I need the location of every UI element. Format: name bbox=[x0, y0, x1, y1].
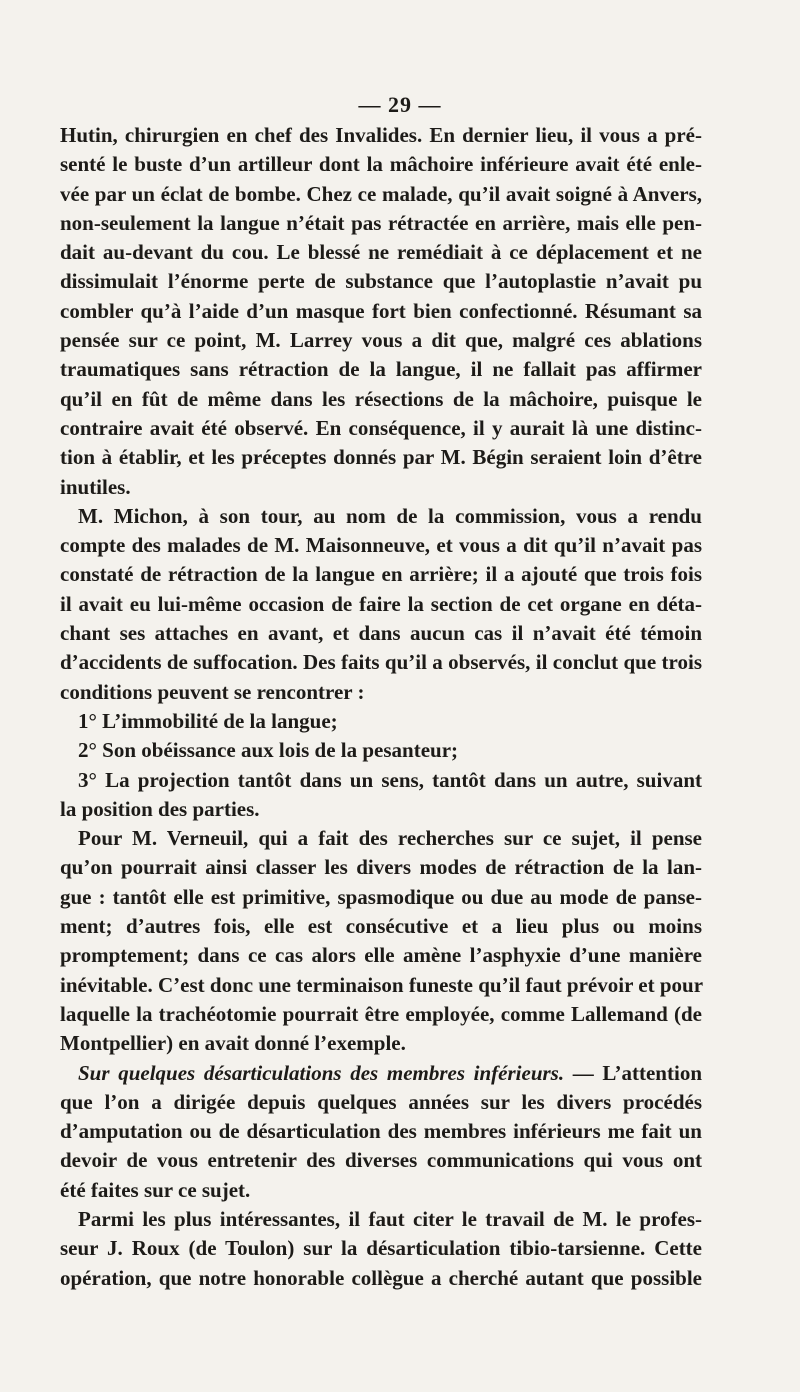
text-line: inévitable. C’est donc une terminaison funeste qu’il faut prévoir et pour bbox=[60, 972, 704, 997]
text-line: qu’on pourrait ainsi classer les divers modes de rétraction de la lan- bbox=[60, 855, 702, 880]
text-line: senté le buste d’un artilleur dont la mâchoire inférieure avait été enle- bbox=[60, 152, 702, 177]
text-line: vée par un éclat de bombe. Chez ce malade, qu’il avait soigné à Anvers, bbox=[60, 181, 702, 206]
text-line: contraire avait été observé. En conséquence, il y aurait là une distinc- bbox=[60, 415, 702, 440]
text-line: il avait eu lui-même occasion de faire la section de cet organe en déta- bbox=[60, 591, 702, 616]
text-line: 1° L’immobilité de la langue; bbox=[78, 708, 338, 733]
text-line: 3° La projection tantôt dans un sens, tantôt dans un autre, suivant bbox=[78, 767, 702, 792]
text-line bbox=[60, 1059, 702, 1088]
text-line: Pour M. Verneuil, qui a fait des recherches sur ce sujet, il pense bbox=[78, 826, 702, 851]
text-line: ment; d’autres fois, elle est consécutive et a lieu plus ou moins bbox=[60, 914, 702, 939]
text-line: Montpellier) en avait donné l’exemple. bbox=[60, 1031, 406, 1056]
text-line: laquelle la trachéotomie pourrait être employée, comme Lallemand (de bbox=[60, 1001, 702, 1026]
text-line: compte des malades de M. Maisonneuve, et vous a dit qu’il n’avait pas bbox=[60, 533, 702, 558]
text-line: Hutin, chirurgien en chef des Invalides. En dernier lieu, il vous a pré- bbox=[60, 123, 702, 147]
text-line: Parmi les plus intéressantes, il faut citer le travail de M. le profes- bbox=[78, 1206, 702, 1231]
text-line: opération, que notre honorable collègue a cherché autant que possible bbox=[60, 1265, 702, 1290]
text-line: gue : tantôt elle est primitive, spasmodique ou due au mode de panse- bbox=[60, 884, 702, 909]
text-line: chant ses attaches en avant, et dans aucun cas il n’avait été témoin bbox=[60, 621, 702, 646]
text-line: d’amputation ou de désarticulation des membres inférieurs me fait un bbox=[60, 1119, 702, 1144]
text-line: été faites sur ce sujet. bbox=[60, 1177, 251, 1202]
text-line: d’accidents de suffocation. Des faits qu’il a observés, il conclut que trois bbox=[60, 650, 702, 675]
text-line: non-seulement la langue n’était pas rétractée en arrière, mais elle pen- bbox=[60, 210, 702, 235]
text-line: M. Michon, à son tour, au nom de la commission, vous a rendu bbox=[78, 503, 702, 528]
text-line: pensée sur ce point, M. Larrey vous a dit que, malgré ces ablations bbox=[60, 328, 702, 353]
text-line: dait au-devant du cou. Le blessé ne remédiait à ce déplacement et ne bbox=[60, 240, 702, 265]
text-line: constaté de rétraction de la langue en arrière; il a ajouté que trois fois bbox=[60, 562, 702, 587]
section-heading: Sur quelques désarticulations des membres inférieurs. bbox=[78, 1060, 565, 1085]
text-line-rest: — L’attention bbox=[564, 1060, 702, 1085]
text-line: combler qu’à l’aide d’un masque fort bien confectionné. Résumant sa bbox=[60, 298, 702, 323]
text-line: seur J. Roux (de Toulon) sur la désarticulation tibio-tarsienne. Cette bbox=[60, 1236, 702, 1261]
body-text bbox=[60, 121, 702, 1293]
text-line: la position des parties. bbox=[60, 796, 260, 821]
text-line: conditions peuvent se rencontrer : bbox=[60, 679, 365, 704]
text-line: inutiles. bbox=[60, 474, 131, 499]
text-line: promptement; dans ce cas alors elle amène l’asphyxie d’une manière bbox=[60, 943, 702, 968]
text-line: 2° Son obéissance aux lois de la pesanteur; bbox=[78, 738, 459, 763]
text-line: tion à établir, et les préceptes donnés par M. Bégin seraient loin d’être bbox=[60, 445, 702, 470]
text-line: qu’il en fût de même dans les résections de la mâchoire, puisque le bbox=[60, 386, 702, 411]
text-line: dissimulait l’énorme perte de substance que l’autoplastie n’avait pu bbox=[60, 269, 702, 294]
text-line: devoir de vous entretenir des diverses communications qui vous ont bbox=[60, 1148, 702, 1173]
text-line: traumatiques sans rétraction de la langue, il ne fallait pas affirmer bbox=[60, 357, 702, 382]
text-line: que l’on a dirigée depuis quelques années sur les divers procédés bbox=[60, 1089, 702, 1114]
page-number: — 29 — bbox=[358, 92, 442, 117]
